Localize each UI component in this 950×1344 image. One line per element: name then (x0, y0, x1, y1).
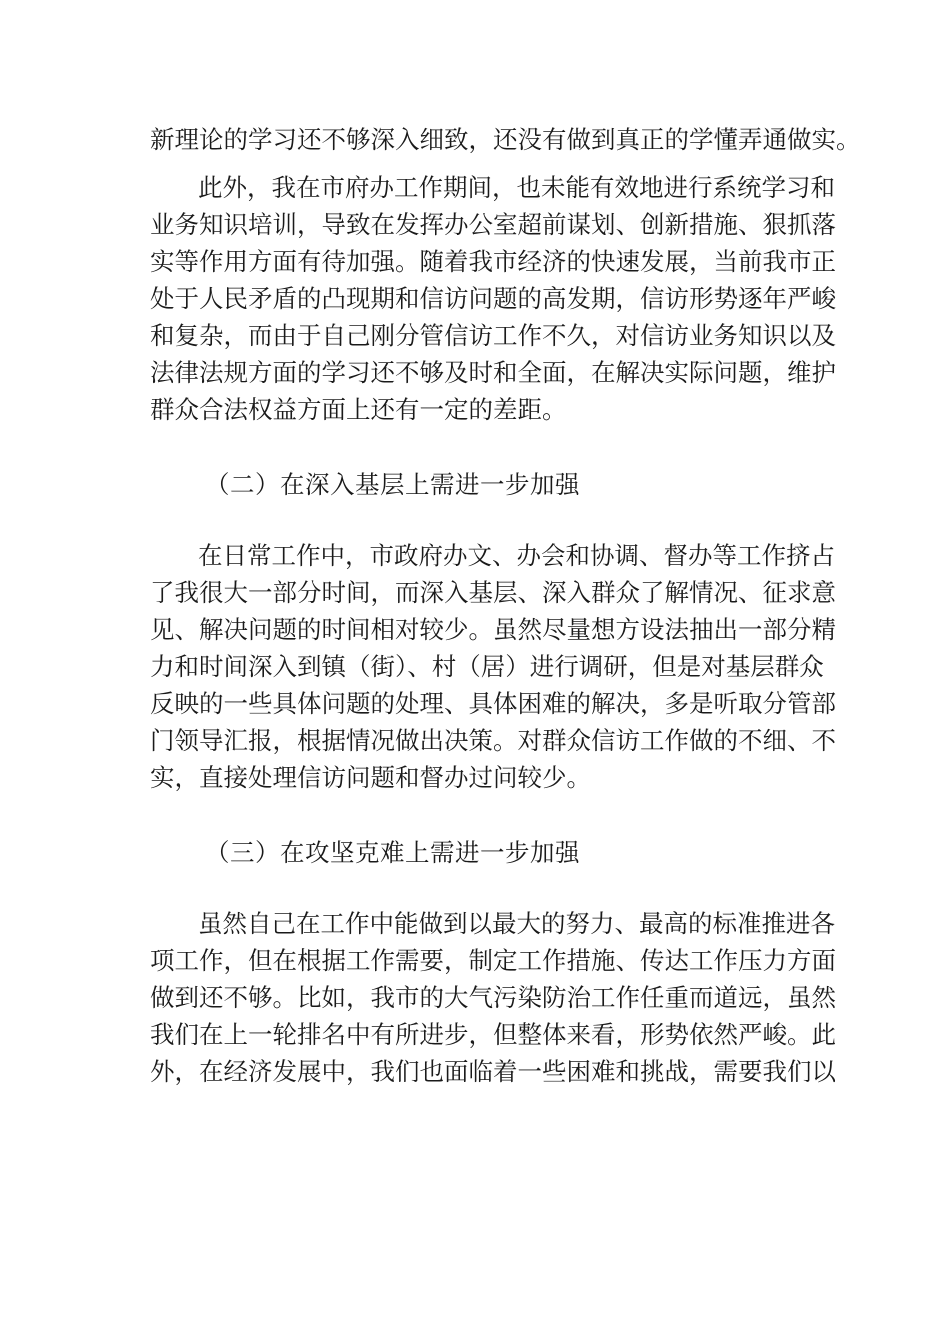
paragraph-line: 了我很大一部分时间，而深入基层、深入群众了解情况、征求意 (150, 578, 836, 607)
paragraph-line: 门领导汇报，根据情况做出决策。对群众信访工作做的不细、不 (150, 726, 836, 755)
section-heading: （三）在攻坚克难上需进一步加强 (205, 838, 580, 867)
paragraph-line: 法律法规方面的学习还不够及时和全面，在解决实际问题，维护 (150, 358, 836, 387)
paragraph-line: 实，直接处理信访问题和督办过问较少。 (150, 763, 591, 792)
paragraph-line: 项工作，但在根据工作需要，制定工作措施、传达工作压力方面 (150, 946, 836, 975)
paragraph-line: 力和时间深入到镇（街）、村（居）进行调研，但是对基层群众 (150, 652, 824, 681)
paragraph-line: 群众合法权益方面上还有一定的差距。 (150, 395, 567, 424)
paragraph-line: 处于人民矛盾的凸现期和信访问题的高发期，信访形势逐年严峻 (150, 284, 836, 313)
paragraph-line: 此外，我在市府办工作期间，也未能有效地进行系统学习和 (198, 173, 835, 202)
paragraph-line: 虽然自己在工作中能做到以最大的努力、最高的标准推进各 (198, 909, 835, 938)
section-heading: （二）在深入基层上需进一步加强 (205, 470, 580, 499)
paragraph-line: 和复杂，而由于自己刚分管信访工作不久，对信访业务知识以及 (150, 321, 836, 350)
paragraph-line: 业务知识培训，导致在发挥办公室超前谋划、创新措施、狠抓落 (150, 210, 836, 239)
paragraph-line: 新理论的学习还不够深入细致，还没有做到真正的学懂弄通做实。 (150, 125, 861, 154)
paragraph-line: 见、解决问题的时间相对较少。虽然尽量想方设法抽出一部分精 (150, 615, 836, 644)
paragraph-line: 外，在经济发展中，我们也面临着一些困难和挑战，需要我们以 (150, 1057, 836, 1086)
paragraph-line: 做到还不够。比如，我市的大气污染防治工作任重而道远，虽然 (150, 983, 836, 1012)
paragraph-line: 我们在上一轮排名中有所进步，但整体来看，形势依然严峻。此 (150, 1020, 836, 1049)
paragraph-line: 实等作用方面有待加强。随着我市经济的快速发展，当前我市正 (150, 247, 836, 276)
paragraph-line: 在日常工作中，市政府办文、办会和协调、督办等工作挤占 (198, 541, 835, 570)
paragraph-line: 反映的一些具体问题的处理、具体困难的解决，多是听取分管部 (150, 689, 836, 718)
